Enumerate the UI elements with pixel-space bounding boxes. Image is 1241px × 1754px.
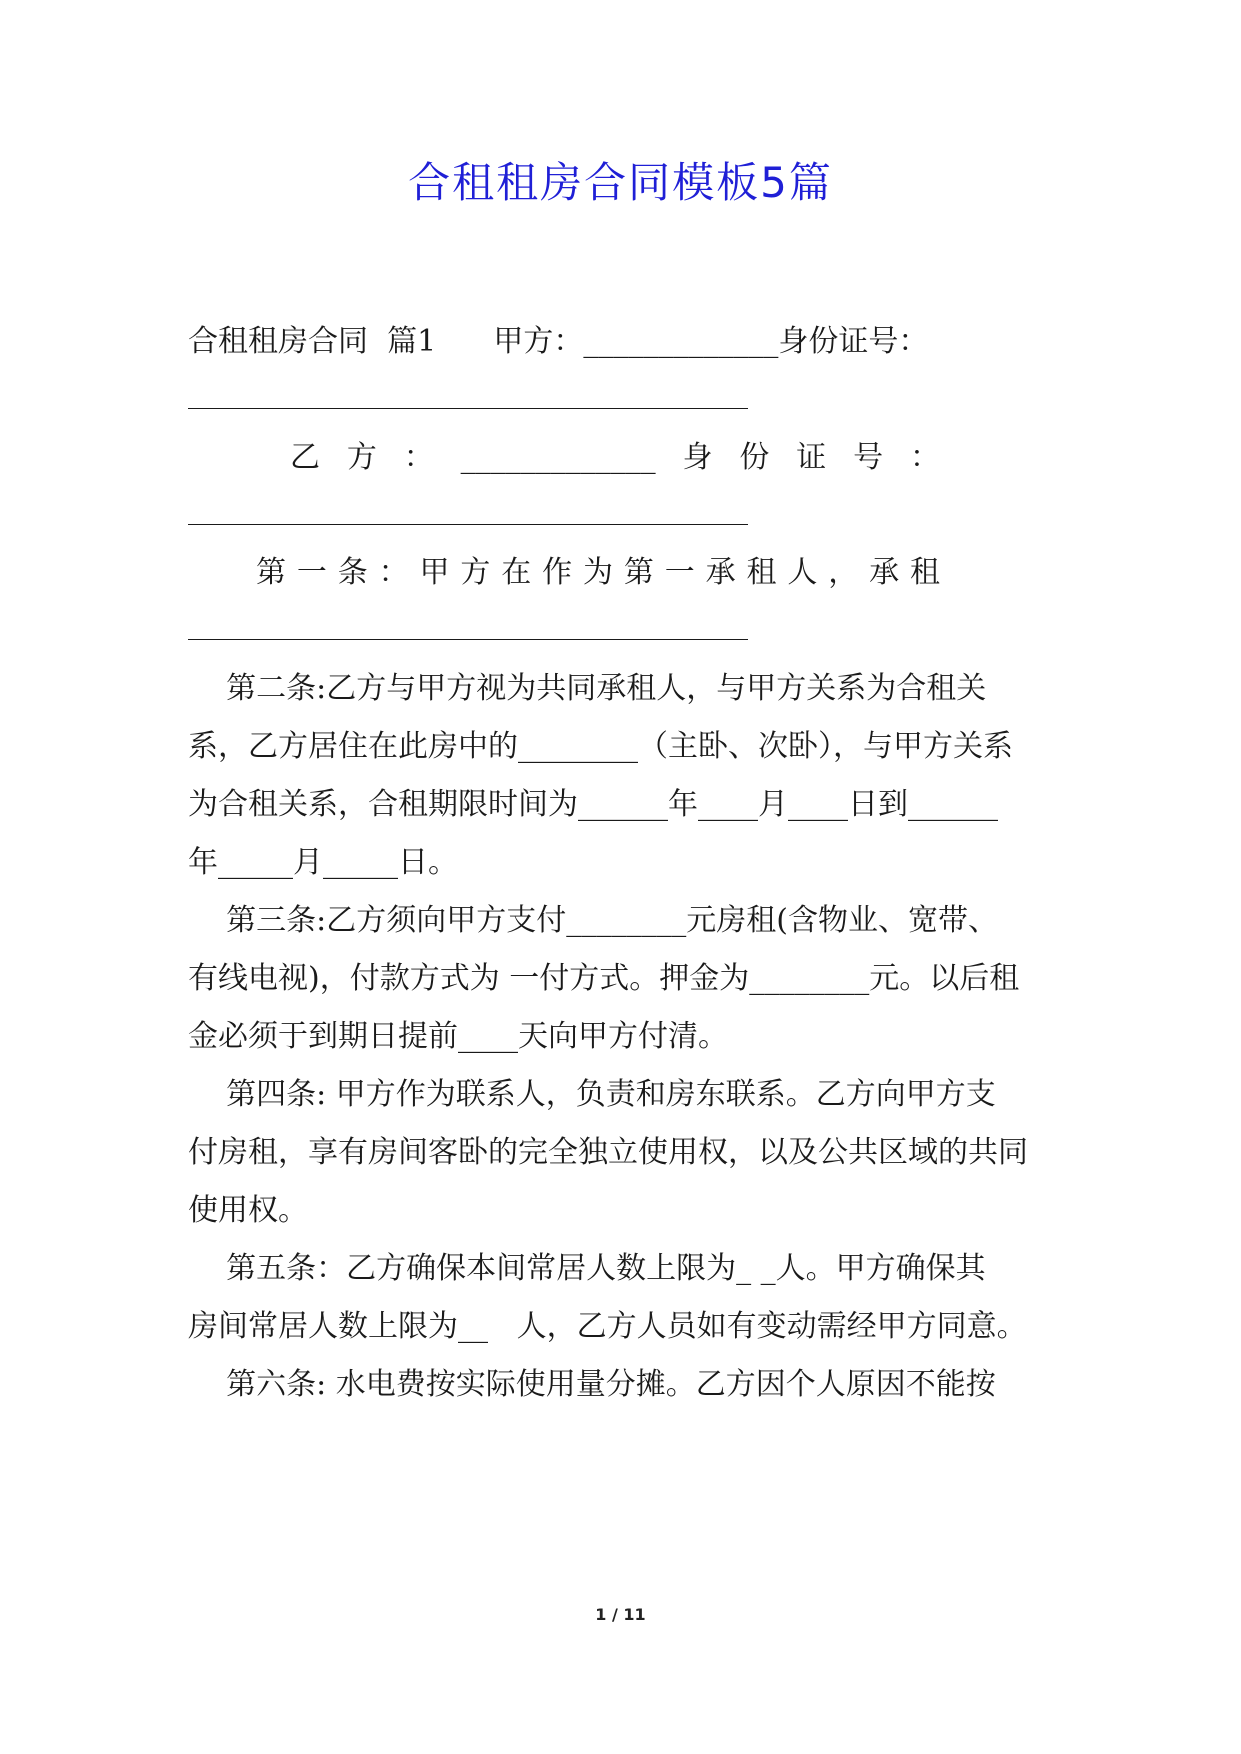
article-3-line-2: 有线电视)，付款方式为 一付方式。押金为________元。以后租 — [188, 961, 1020, 996]
page-number: 1 / 11 — [595, 1605, 646, 1624]
article-1-char: 一 — [664, 555, 695, 590]
article-4-line-2: 付房租，享有房间客卧的完全独立使用权，以及公共区域的共同 — [188, 1135, 1028, 1170]
article-1-char: ： — [378, 555, 409, 590]
article-2-line-3: 为合租关系，合租期限时间为______年____月____日到______ — [188, 787, 998, 822]
party-b-char: ： — [910, 440, 940, 475]
article-3-line-3: 金必须于到期日提前____天向甲方付清。 — [188, 1019, 728, 1054]
article-1-char: 第 — [256, 555, 286, 590]
party-b-char: 身 — [682, 440, 713, 475]
article-3-line-1: 第三条:乙方须向甲方支付________元房租(含物业、宽带、 — [188, 903, 998, 938]
article-1-line — [256, 553, 940, 593]
article-1-char: 甲 — [419, 555, 450, 590]
party-a-line: 合租租房合同 篇1 甲方：_____________身份证号： — [188, 324, 929, 359]
article-4-line-3: 使用权。 — [188, 1193, 308, 1228]
article-1-char: 条 — [337, 555, 368, 590]
party-b-char: 份 — [739, 440, 770, 475]
article-1-char: ， — [828, 555, 859, 590]
party-b-char: 方 — [346, 440, 377, 475]
party-b-char: 证 — [796, 440, 827, 475]
article-1-char: 方 — [460, 555, 491, 590]
article-5-line-1: 第五条：乙方确保本间常居人数上限为_ _人。甲方确保其 — [188, 1251, 986, 1286]
article-1-char: 承 — [869, 555, 900, 590]
article-4-line-1: 第四条: 甲方作为联系人，负责和房东联系。乙方向甲方支 — [188, 1077, 996, 1112]
article-1-char: 租 — [910, 555, 940, 590]
party-b-char: ： — [403, 440, 434, 475]
document-title: 合租租房合同模板5篇 — [408, 158, 833, 207]
party-b-char: 乙 — [290, 440, 320, 475]
article-1-char: 为 — [583, 555, 613, 590]
article-1-char: 作 — [542, 555, 573, 590]
blank-rule-2 — [188, 524, 748, 525]
article-2-line-4: 年_____月_____日。 — [188, 845, 458, 880]
party-b-char: 号 — [853, 440, 884, 475]
article-1-char: 租 — [746, 555, 777, 590]
article-1-char: 承 — [705, 555, 736, 590]
article-2-line-1: 第二条:乙方与甲方视为共同承租人，与甲方关系为合租关 — [188, 671, 987, 706]
article-5-line-2: 房间常居人数上限为__ 人，乙方人员如有变动需经甲方同意。 — [188, 1309, 1027, 1344]
article-1-char: 一 — [296, 555, 327, 590]
article-6-line-1: 第六条: 水电费按实际使用量分摊。乙方因个人原因不能按 — [188, 1367, 996, 1402]
article-1-char: 人 — [787, 555, 818, 590]
article-1-char: 在 — [501, 555, 532, 590]
article-2-line-2: 系，乙方居住在此房中的________（主卧、次卧），与甲方关系 — [188, 729, 1013, 764]
article-1-char: 第 — [623, 555, 654, 590]
blank-rule-3 — [188, 639, 748, 640]
party-b-line — [290, 438, 940, 478]
blank-rule-1 — [188, 408, 748, 409]
party-b-char: _____________ — [460, 440, 656, 475]
